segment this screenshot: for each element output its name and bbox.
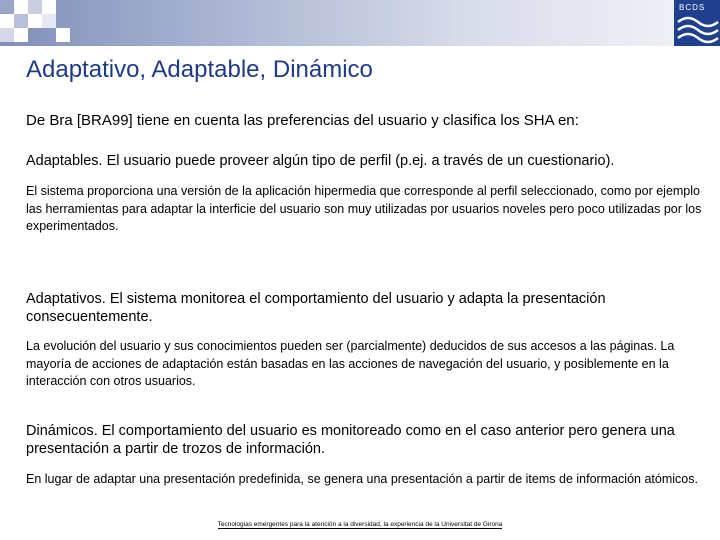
page-title: Adaptativo, Adaptable, Dinámico [26, 56, 373, 83]
intro-text: De Bra [BRA99] tiene en cuenta las preferencias del usuario y clasifica los SHA en: [26, 112, 579, 129]
logo-waves-icon [674, 0, 720, 46]
footer-text: Tecnologias emergentes para la atención a la diversidad, la experiencia de la Universitat de Girona [217, 521, 503, 528]
section-term: Adaptativos [26, 291, 102, 307]
section-detail: En lugar de adaptar una presentación predefinida, se genera una presentación a partir de items de información atómicos. [26, 472, 698, 486]
decor-square [28, 14, 42, 28]
section-lead-text: . El sistema monitorea el comportamiento del usuario y adapta la presentación consecuentemente. [26, 291, 606, 326]
header-bar [0, 0, 720, 46]
section-detail: El sistema proporciona una versión de la aplicación hipermedia que corresponde al perfil seleccionado, como por ejemplo las herramientas para adaptar la interficie del usuario son muy utilizadas por usuarios noveles pero poco utilizadas por los experimentados. [26, 184, 702, 233]
section-lead [26, 422, 696, 458]
section-term: Adaptables. [26, 153, 103, 169]
section-term: Dinámicos [26, 423, 94, 439]
decor-square [14, 28, 28, 42]
section-detail: La evolución del usuario y sus conocimientos pueden ser (parcialmente) deducidos de sus accesos a las páginas. La mayoría de acciones de adaptación están basadas en las acciones de navegación del usuario, y posiblemente en la interacción con otros usuarios. [26, 339, 675, 388]
bcds-logo [674, 0, 720, 46]
section-lead [26, 152, 696, 170]
decor-square [14, 0, 28, 14]
section-lead [26, 290, 696, 326]
decor-square [0, 14, 14, 28]
decor-square [0, 28, 14, 42]
section-lead-text: . El comportamiento del usuario es monitoreado como en el caso anterior pero genera una presentación a partir de trozos de información. [26, 423, 675, 458]
decor-square [14, 14, 28, 28]
logo-text: BCDS [679, 3, 706, 12]
decor-square [42, 14, 56, 28]
decor-square [42, 0, 56, 14]
decor-square [28, 0, 42, 14]
decor-square [0, 0, 14, 14]
footer [0, 521, 720, 528]
section-lead-text: El usuario puede proveer algún tipo de perfil (p.ej. a través de un cuestionario). [102, 153, 615, 169]
decor-square [56, 28, 70, 42]
